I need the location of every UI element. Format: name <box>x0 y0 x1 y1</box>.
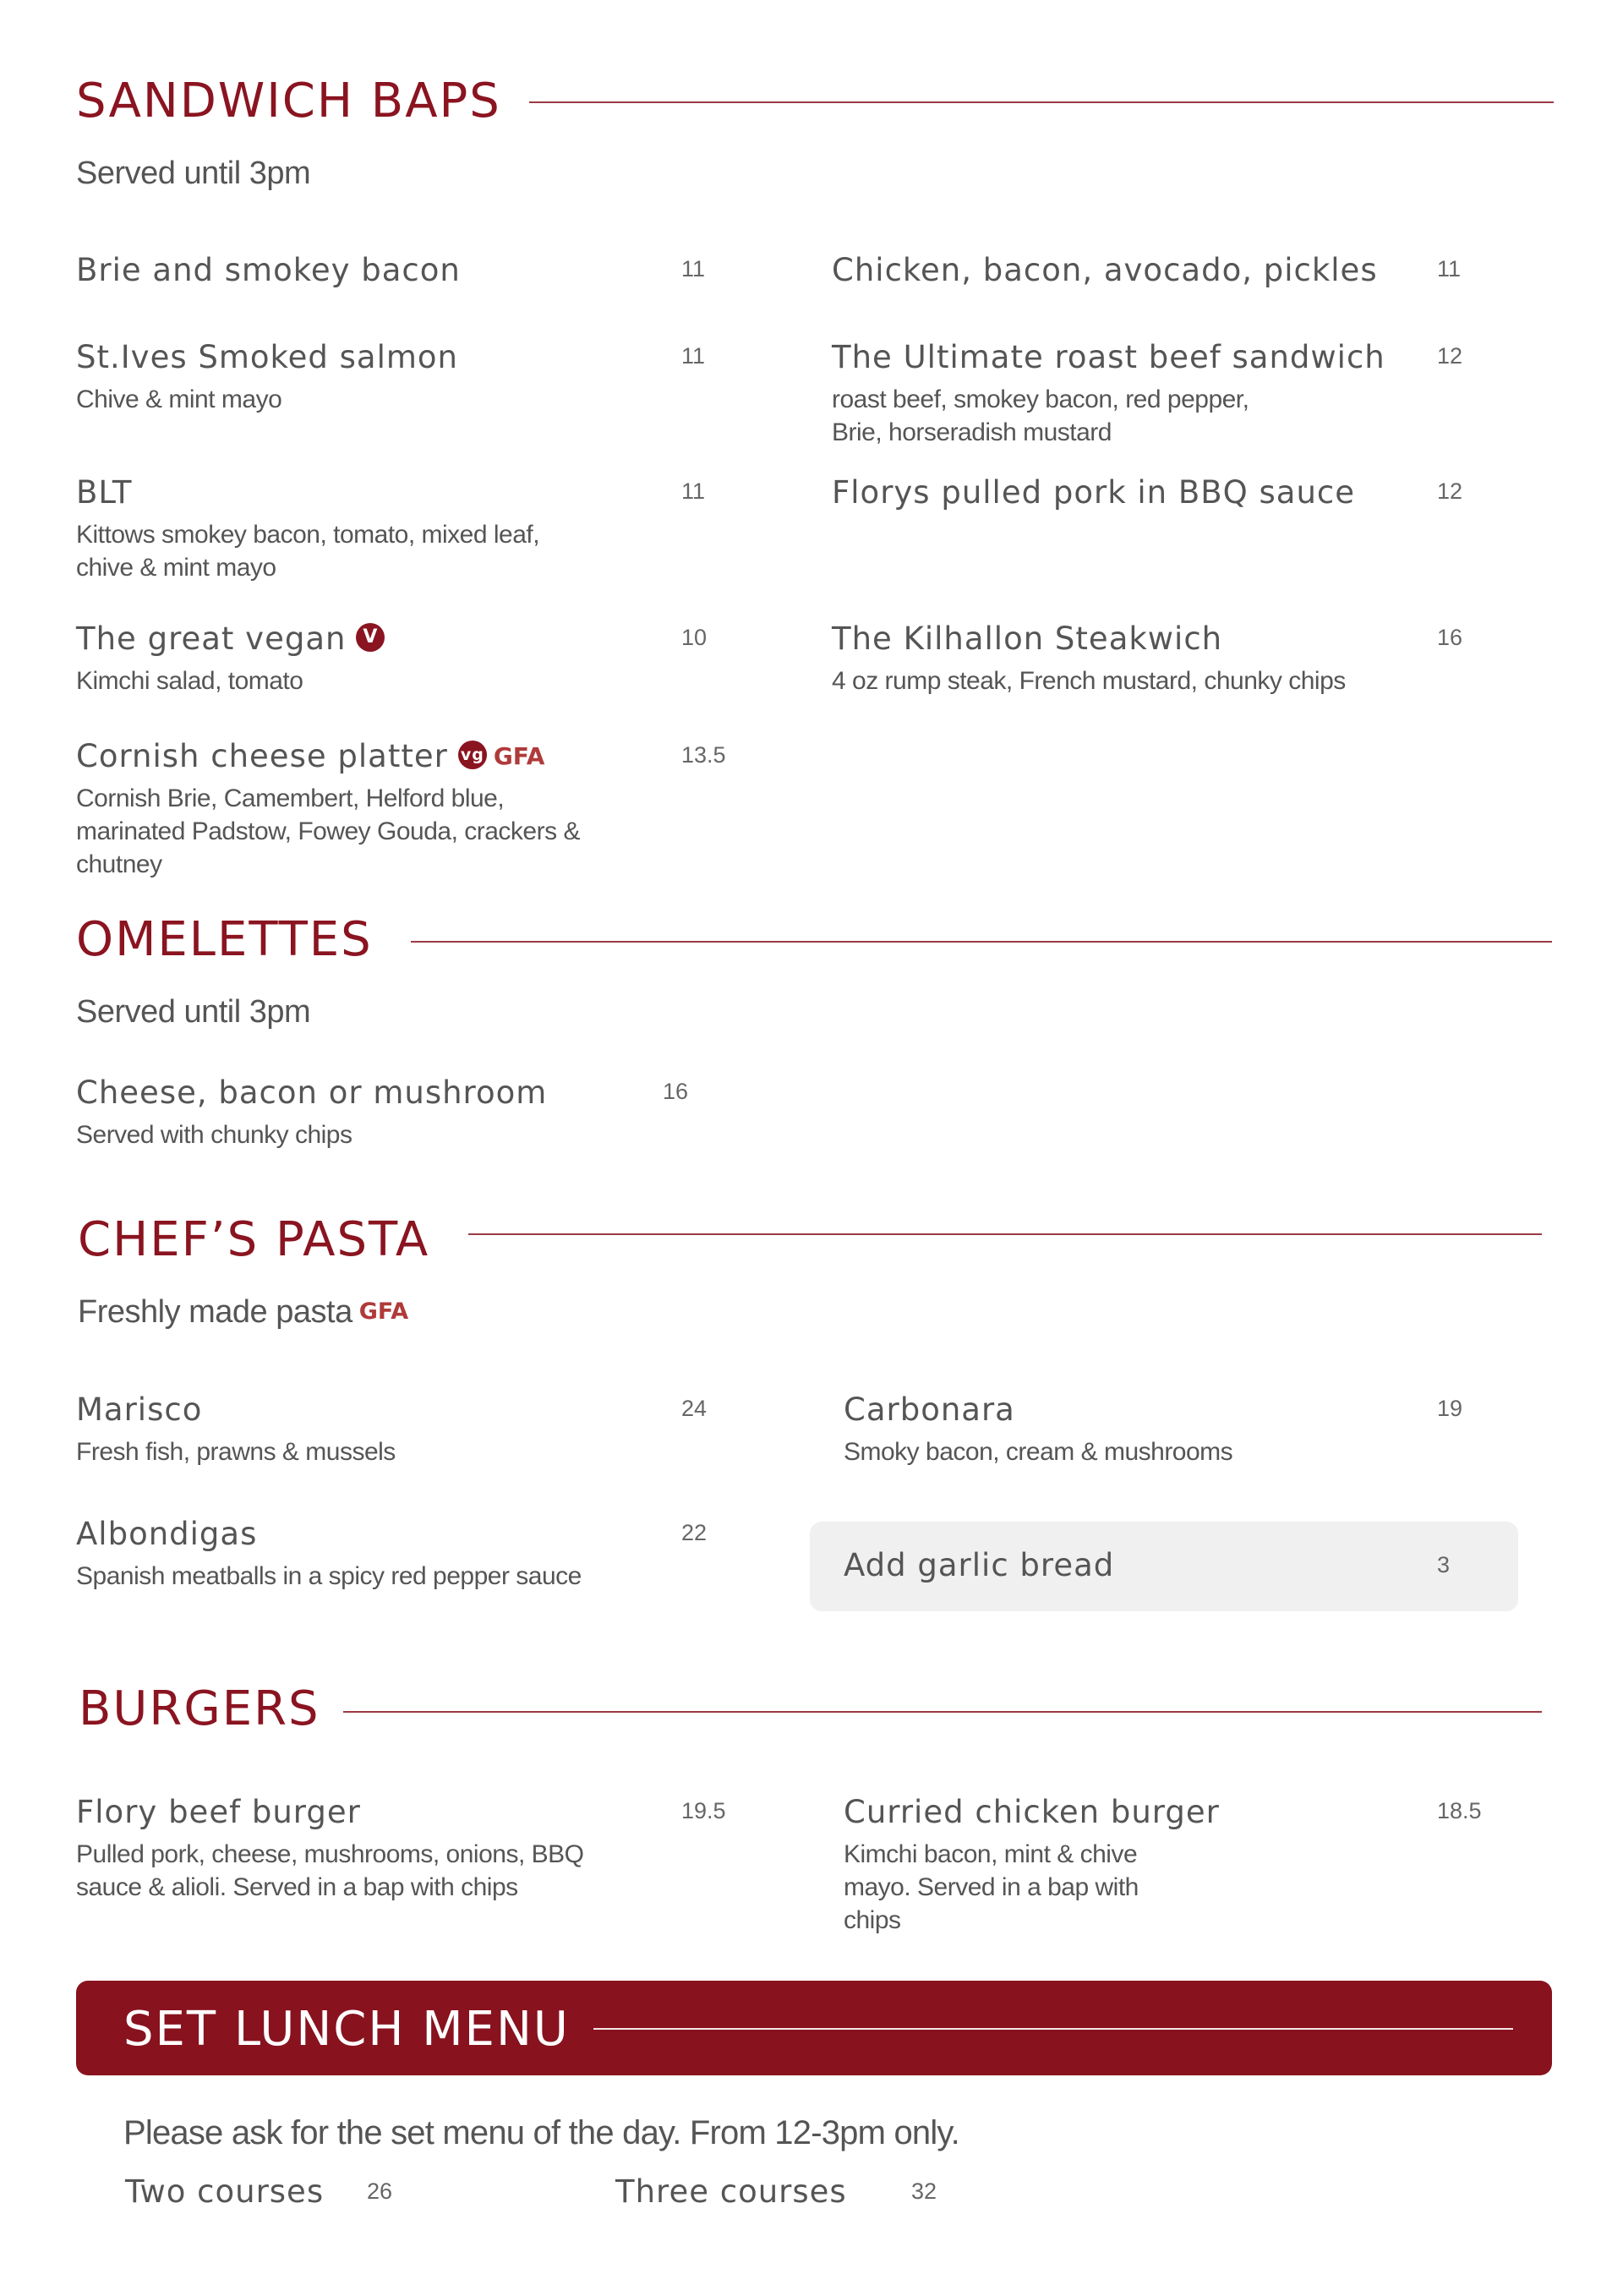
menu-item-description: Smoky bacon, cream & mushrooms <box>844 1438 1233 1466</box>
menu-item-name: Cornish cheese platter <box>76 738 448 774</box>
menu-item-description: Served with chunky chips <box>76 1121 352 1149</box>
set-option-name: Three courses <box>615 2173 847 2210</box>
set-lunch-banner <box>76 1981 1552 2075</box>
menu-item-price: 18.5 <box>1437 1798 1482 1823</box>
section-divider <box>343 1711 1542 1713</box>
section-subtitle-row <box>78 1296 408 1328</box>
menu-item-name: Brie and smokey bacon <box>76 252 461 288</box>
menu-item-name: St.Ives Smoked salmon <box>76 339 459 375</box>
set-option-price: 26 <box>367 2178 393 2204</box>
section-title-sandwich-baps: SANDWICH BAPS <box>76 74 501 128</box>
menu-item-description: Fresh fish, prawns & mussels <box>76 1438 396 1466</box>
menu-item-name: The Ultimate roast beef sandwich <box>832 339 1385 375</box>
set-option-price: 32 <box>911 2178 937 2204</box>
addon-garlic-bread <box>810 1522 1518 1611</box>
menu-item-name: Carbonara <box>844 1391 1015 1428</box>
menu-item-name: Cheese, bacon or mushroom <box>76 1074 548 1111</box>
menu-item-price: 19 <box>1437 1396 1463 1421</box>
menu-item-description: roast beef, smokey bacon, red pepper, Brie, horseradish mustard <box>832 385 1249 446</box>
menu-item-name: Albondigas <box>76 1516 258 1552</box>
menu-item-name-row <box>76 620 385 657</box>
vegan-badge-icon: V <box>356 623 385 652</box>
menu-item-price: 10 <box>681 625 708 650</box>
menu-item-description: Kimchi salad, tomato <box>76 667 303 695</box>
section-subtitle: Served until 3pm <box>76 156 311 191</box>
section-subtitle: Served until 3pm <box>76 994 311 1030</box>
menu-item-price: 11 <box>681 343 706 369</box>
menu-item-price: 11 <box>1437 256 1462 282</box>
menu-item-name: Flory beef burger <box>76 1794 361 1830</box>
section-subtitle: Freshly made pasta <box>78 1294 352 1330</box>
gfa-tag: GFA <box>493 741 545 770</box>
menu-item-description: Pulled pork, cheese, mushrooms, onions, BBQ sauce & alioli. Served in a bap with chips <box>76 1840 584 1901</box>
menu-item-name-row <box>76 738 545 774</box>
section-divider <box>529 101 1554 103</box>
menu-item-name: BLT <box>76 474 133 511</box>
menu-item-name: Florys pulled pork in BBQ sauce <box>832 474 1356 511</box>
menu-item-description: Kittows smokey bacon, tomato, mixed leaf, chive & mint mayo <box>76 521 540 582</box>
menu-item-description: Kimchi bacon, mint & chive mayo. Served in a bap with chips <box>844 1840 1139 1934</box>
menu-item-description: Spanish meatballs in a spicy red pepper sauce <box>76 1562 582 1590</box>
section-title-burgers: BURGERS <box>79 1681 320 1736</box>
menu-item-description: Chive & mint mayo <box>76 385 282 413</box>
section-divider <box>593 2028 1513 2030</box>
menu-item-price: 11 <box>681 478 706 504</box>
menu-item-name: Curried chicken burger <box>844 1794 1220 1830</box>
section-divider <box>468 1233 1542 1235</box>
menu-item-price: 12 <box>1437 478 1463 504</box>
menu-item-price: 11 <box>681 256 706 282</box>
menu-item-price: 16 <box>663 1079 689 1104</box>
section-divider <box>411 941 1552 943</box>
menu-item-price: 12 <box>1437 343 1463 369</box>
menu-item-price: 16 <box>1437 625 1463 650</box>
section-title-omelettes: OMELETTES <box>76 912 373 967</box>
menu-item-description: Cornish Brie, Camembert, Helford blue, marinated Padstow, Fowey Gouda, crackers & chutney <box>76 784 580 878</box>
menu-item-name: Marisco <box>76 1391 203 1428</box>
menu-item-description: 4 oz rump steak, French mustard, chunky chips <box>832 667 1346 695</box>
set-lunch-note: Please ask for the set menu of the day. From 12-3pm only. <box>123 2114 959 2151</box>
menu-item-name: The Kilhallon Steakwich <box>832 620 1223 657</box>
menu-item-price: 24 <box>681 1396 708 1421</box>
gfa-tag: GFA <box>358 1298 409 1326</box>
vegetarian-badge-icon: vg <box>458 741 487 769</box>
menu-item-price: 22 <box>681 1520 708 1545</box>
menu-item-name: Chicken, bacon, avocado, pickles <box>832 252 1378 288</box>
menu-item-price: 19.5 <box>681 1798 726 1823</box>
section-title-set-lunch: SET LUNCH MENU <box>123 2002 570 2057</box>
addon-price: 3 <box>1437 1552 1451 1577</box>
menu-item-price: 13.5 <box>681 742 726 768</box>
section-title-chefs-pasta: CHEF’S PASTA <box>78 1212 430 1267</box>
set-option-name: Two courses <box>125 2173 325 2210</box>
menu-item-name: The great vegan <box>76 620 347 657</box>
addon-name: Add garlic bread <box>844 1547 1115 1583</box>
